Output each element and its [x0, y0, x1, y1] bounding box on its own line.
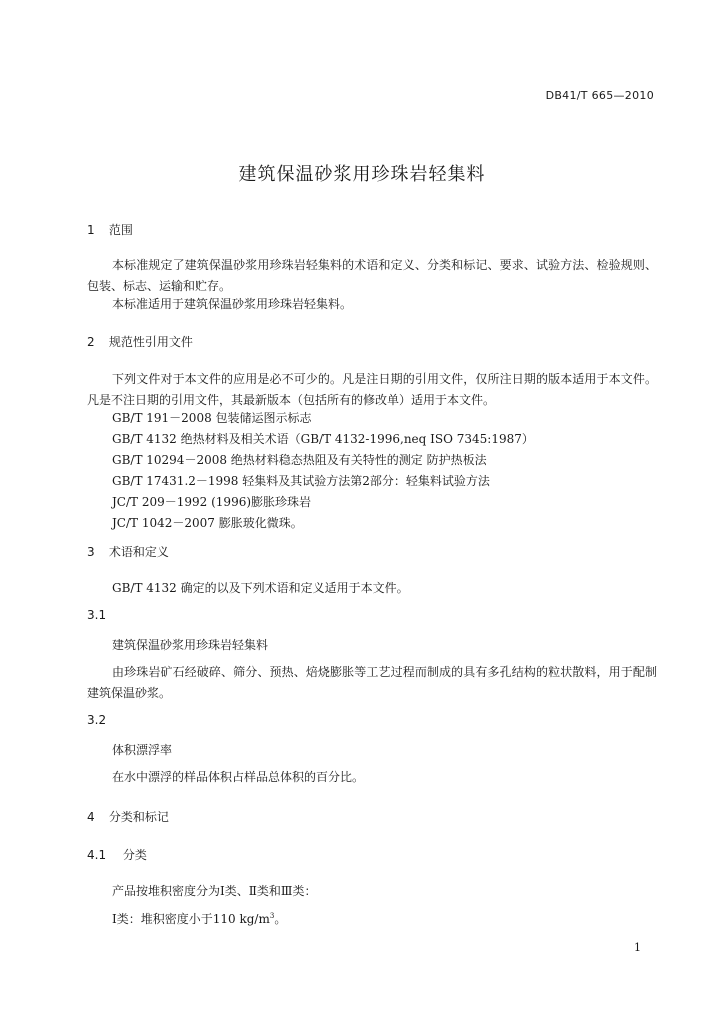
term-3-1-number: 3.1	[87, 608, 107, 622]
section-3-heading	[87, 543, 169, 560]
term-3-2-definition: 在水中漂浮的样品体积占样品总体积的百分比。	[112, 770, 365, 784]
reference-item: JC/T 209－1992 (1996)膨胀珍珠岩	[112, 495, 312, 509]
section-number: 1	[87, 223, 95, 237]
scope-paragraph-2: 本标准适用于建筑保温砂浆用珍珠岩轻集料。	[112, 297, 353, 311]
section-2-heading	[87, 333, 193, 350]
section-1-heading	[87, 221, 133, 238]
standard-code: DB41/T 665—2010	[545, 89, 654, 102]
page-number: 1	[634, 941, 641, 954]
class-1-text: Ⅰ类：堆积密度小于110 kg/m	[112, 912, 270, 926]
term-3-1-definition: 由珍珠岩矿石经破碎、筛分、预热、焙烧膨胀等工艺过程而制成的具有多孔结构的粒状散料，用于配制建筑保温砂浆。	[87, 665, 657, 700]
term-3-1-name: 建筑保温砂浆用珍珠岩轻集料	[112, 638, 269, 652]
class-1-item	[112, 910, 286, 927]
reference-item: JC/T 1042－2007 膨胀玻化微珠。	[112, 516, 303, 530]
reference-item: GB/T 4132 绝热材料及相关术语（GB/T 4132-1996,neq ISO 7345:1987）	[112, 432, 534, 446]
subsection-title: 分类	[122, 848, 147, 862]
class-1-unit-exponent: 3	[269, 912, 275, 920]
section-title: 分类和标记	[108, 810, 169, 824]
reference-item: GB/T 191－2008 包装储运图示标志	[112, 411, 312, 425]
references-intro: 下列文件对于本文件的应用是必不可少的。凡是注日期的引用文件，仅所注日期的版本适用于本文件。凡是不注日期的引用文件，其最新版本（包括所有的修改单）适用于本文件。	[87, 372, 657, 407]
reference-item: GB/T 10294－2008 绝热材料稳态热阻及有关特性的测定 防护热板法	[112, 453, 487, 467]
terms-intro: GB/T 4132 确定的以及下列术语和定义适用于本文件。	[112, 581, 409, 595]
section-number: 2	[87, 335, 95, 349]
section-number: 4	[87, 810, 95, 824]
classification-intro: 产品按堆积密度分为Ⅰ类、Ⅱ类和Ⅲ类：	[112, 884, 317, 898]
reference-item: GB/T 17431.2－1998 轻集料及其试验方法第2部分：轻集料试验方法	[112, 474, 490, 488]
section-title: 规范性引用文件	[108, 335, 193, 349]
scope-paragraph-1: 本标准规定了建筑保温砂浆用珍珠岩轻集料的术语和定义、分类和标记、要求、试验方法、检验规则、包装、标志、运输和贮存。	[87, 258, 657, 293]
subsection-number: 4.1	[87, 848, 107, 862]
section-title: 范围	[108, 223, 133, 237]
section-4-heading	[87, 808, 169, 825]
section-title: 术语和定义	[108, 545, 169, 559]
document-title: 建筑保温砂浆用珍珠岩轻集料	[238, 164, 486, 185]
subsection-4-1-heading	[87, 846, 147, 863]
term-3-2-number: 3.2	[87, 713, 107, 727]
section-number: 3	[87, 545, 95, 559]
class-1-end: 。	[274, 912, 287, 926]
term-3-2-name: 体积漂浮率	[112, 743, 173, 757]
